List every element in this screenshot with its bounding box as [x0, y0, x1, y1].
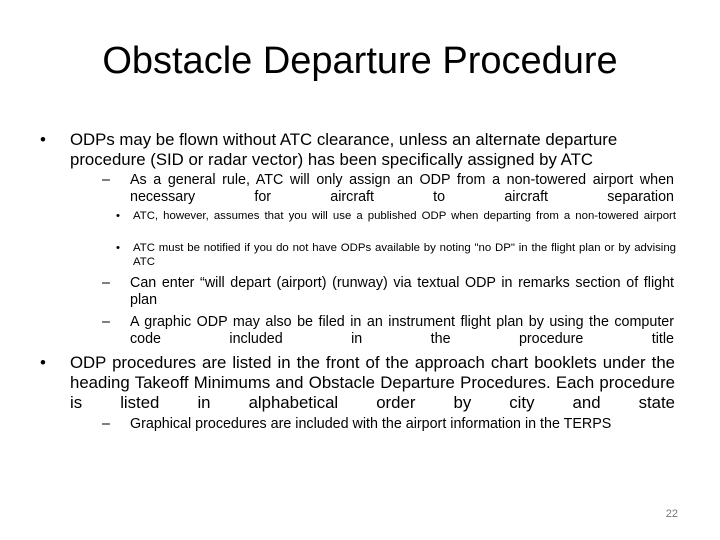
dash-marker: – — [102, 314, 110, 330]
bullet-marker: • — [40, 353, 46, 372]
bullet-text: As a general rule, ATC will only assign an ODP from a non-towered airport when necessary for aircraft to aircraft separation — [130, 172, 674, 205]
bullet-text: ATC, however, assumes that you will use a published ODP when departing from a non-towered airport — [133, 210, 676, 222]
dash-marker: – — [102, 172, 110, 188]
bullet-text: Can enter “will depart (airport) (runway) via textual ODP in remarks section of flight plan — [130, 275, 674, 308]
bullet-marker: • — [116, 210, 120, 222]
bullet-level3 — [116, 210, 676, 237]
dash-marker: – — [102, 275, 110, 291]
bullet-text: ODP procedures are listed in the front of the approach chart booklets under the heading Takeoff Minimums and Obstacle Departure Procedures. Each procedure is listed in alphabetical order by city and state — [70, 353, 675, 412]
page-number: 22 — [665, 508, 678, 520]
bullet-text: A graphic ODP may also be filed in an instrument flight plan by using the computer code included in the procedure title — [130, 314, 674, 347]
bullet-level2 — [102, 416, 674, 433]
bullet-text: ODPs may be flown without ATC clearance, unless an alternate departure procedure (SID or radar vector) has been specifically assigned by ATC — [70, 130, 618, 169]
bullet-text: Graphical procedures are included with the airport information in the TERPS — [130, 416, 612, 432]
dash-marker: – — [102, 416, 110, 432]
bullet-marker: • — [116, 242, 120, 254]
bullet-marker: • — [40, 130, 46, 149]
slide-title: Obstacle Departure Procedure — [102, 40, 618, 82]
bullet-text: ATC must be notified if you do not have ODPs available by noting "no DP" in the flight plan or by advising ATC — [133, 242, 676, 268]
